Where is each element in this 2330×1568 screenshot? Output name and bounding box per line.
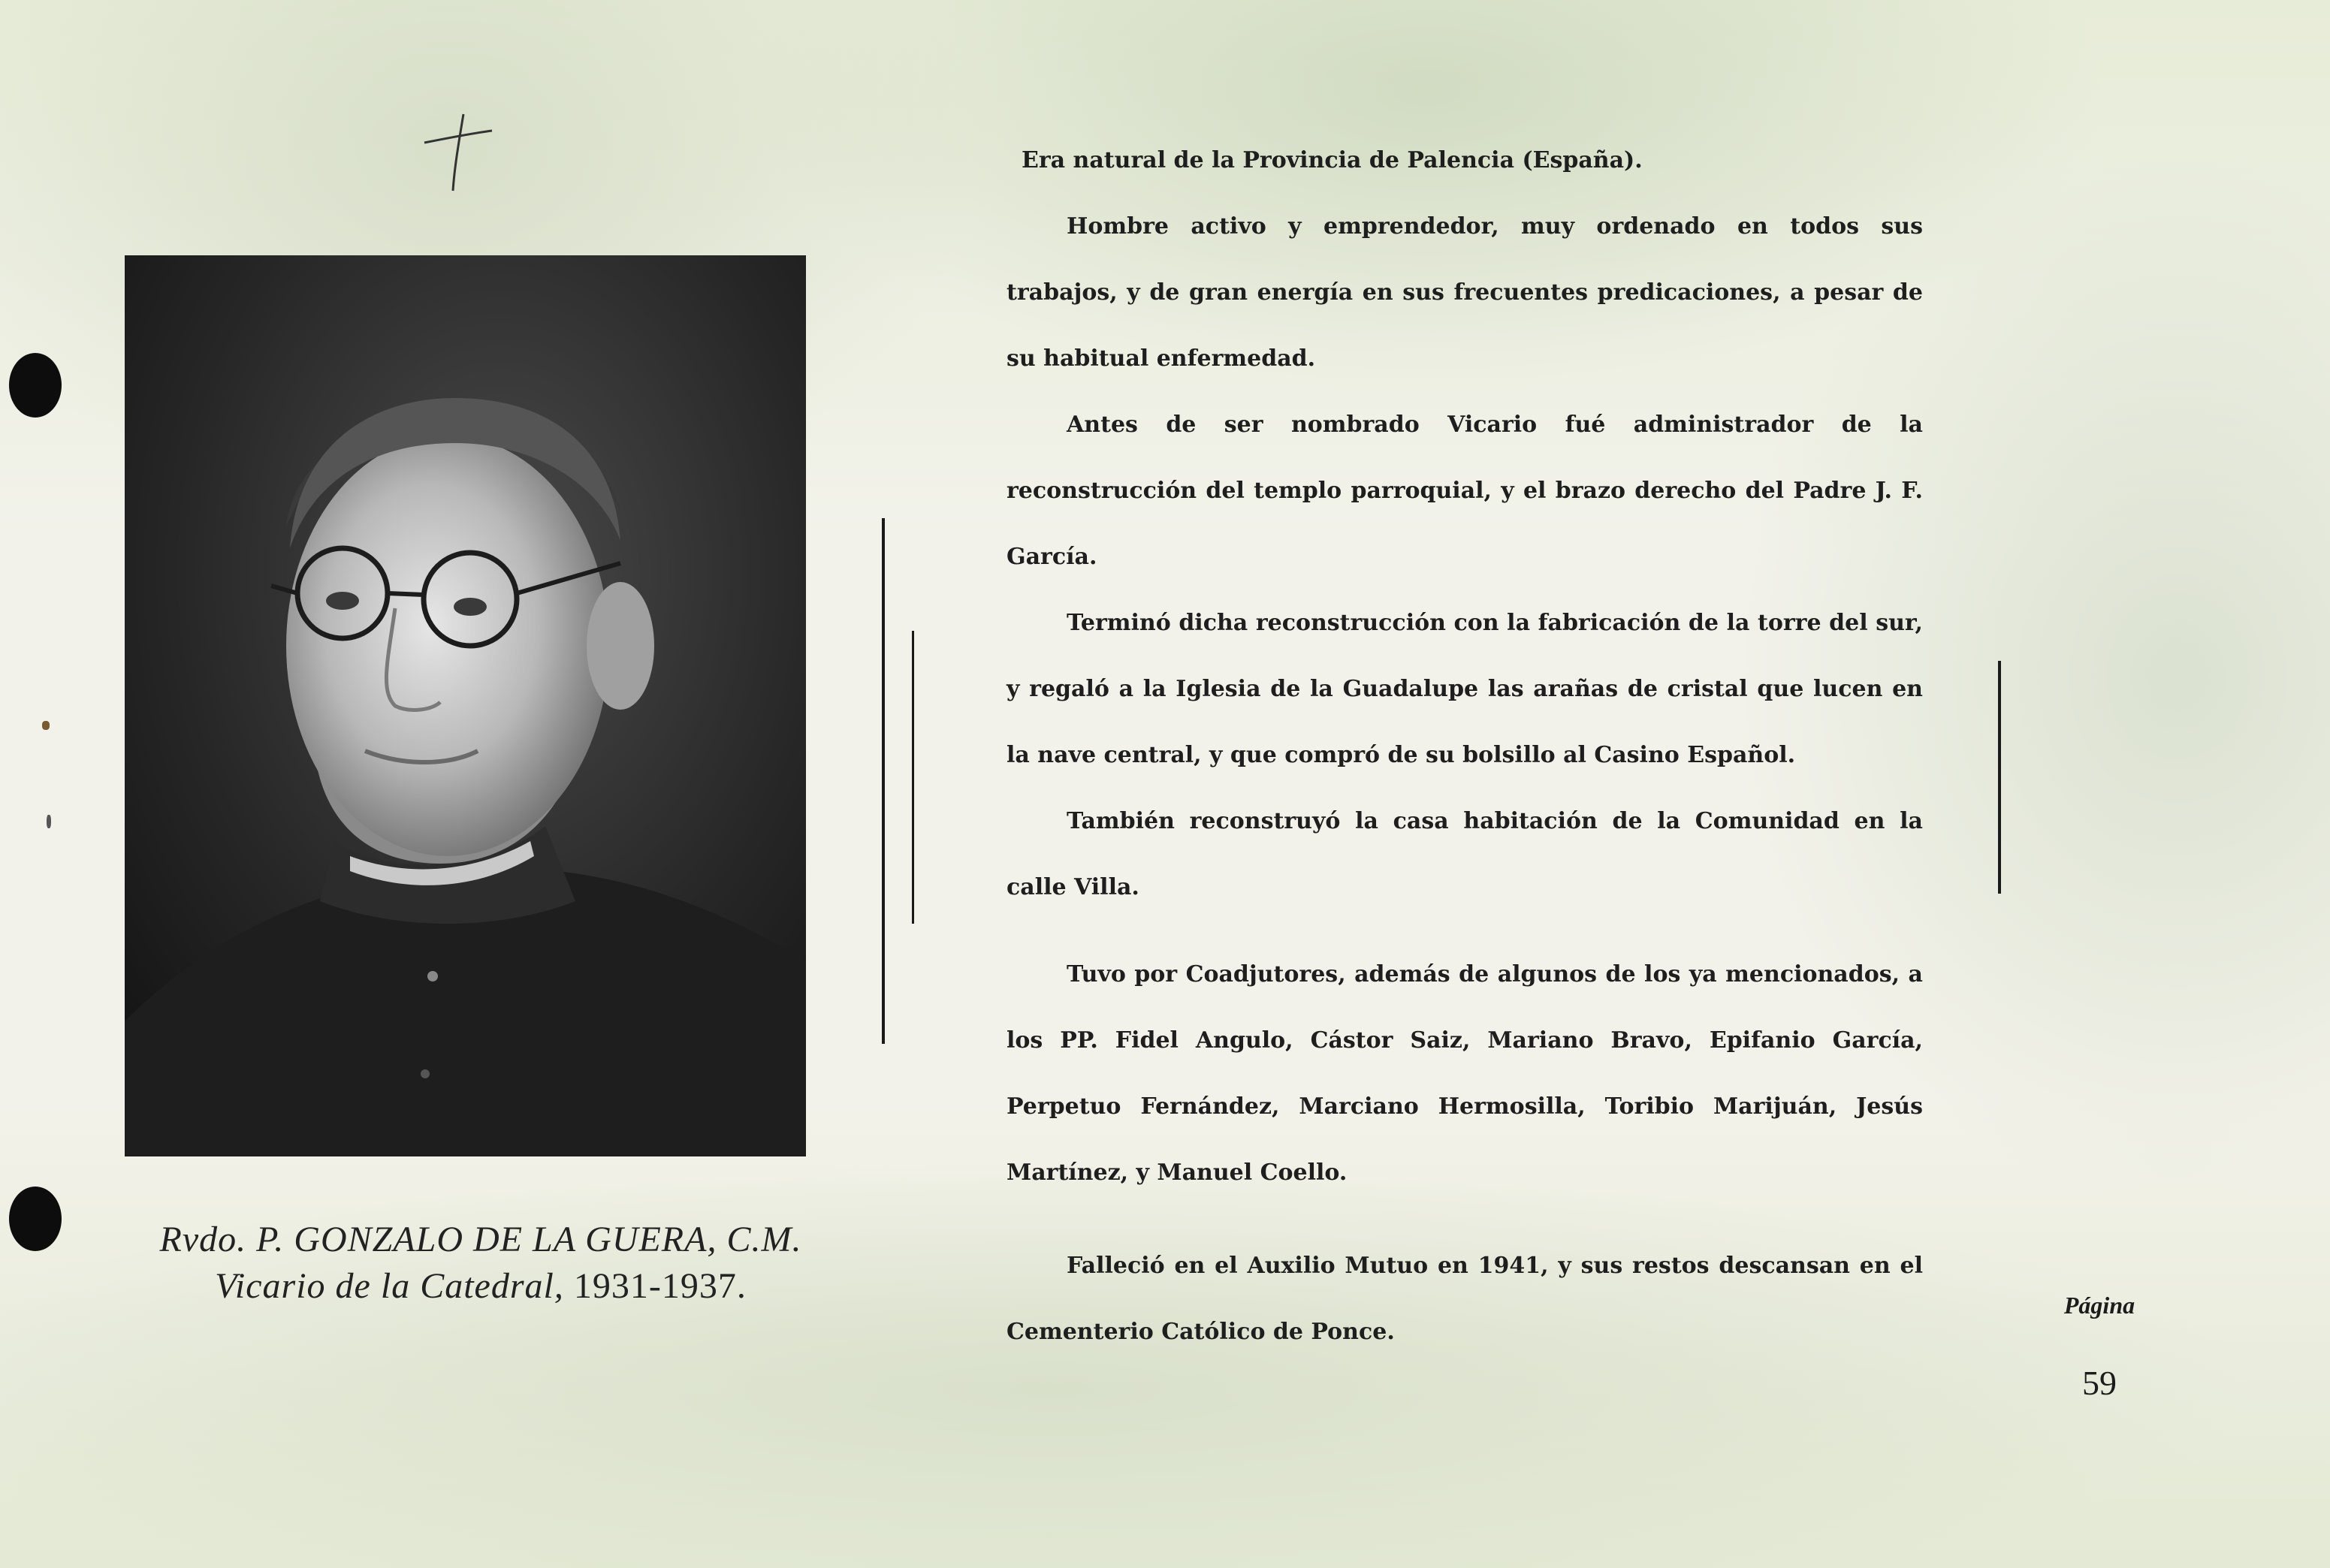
cross-icon: [409, 111, 500, 194]
paper-speck: [42, 721, 50, 730]
caption-name: Rvdo. P. GONZALO DE LA GUERA, C.M.: [159, 1220, 802, 1259]
caption-title-text: Vicario de la Catedral,: [215, 1266, 564, 1306]
paper-speck: [47, 815, 51, 828]
body-text: [1007, 128, 1923, 1365]
page-number: 59: [2082, 1364, 2117, 1402]
caption-years: 1931-1937.: [573, 1266, 747, 1306]
portrait-photo: [125, 255, 806, 1156]
margin-rule: [882, 518, 885, 1044]
paragraph: Antes de ser nombrado Vicario fué administrador de la reconstrucción del templo parroquial, y el brazo derecho del Padre J. F. García.: [1007, 412, 1923, 570]
photo-caption: [90, 1217, 871, 1310]
binder-hole-bottom: [9, 1187, 62, 1251]
paragraph: Falleció en el Auxilio Mutuo en 1941, y sus restos descansan en el Cementerio Católico de Ponce.: [1007, 1253, 1923, 1345]
paragraph: También reconstruyó la casa habitación de la Comunidad en la calle Villa.: [1007, 808, 1923, 900]
paragraph: Hombre activo y emprendedor, muy ordenado en todos sus trabajos, y de gran energía en sus frecuentes predicaciones, a pesar de su habitual enfermedad.: [1007, 213, 1923, 372]
binder-hole-top: [9, 353, 62, 418]
paragraph: Terminó dicha reconstrucción con la fabricación de la torre del sur, y regaló a la Iglesia de la Guadalupe las arañas de cristal que lucen en la nave central, y que compró de su bolsillo al Casino Español.: [1007, 610, 1923, 768]
paragraph: Era natural de la Provincia de Palencia (España).: [1022, 147, 1643, 173]
margin-rule: [1998, 661, 2001, 894]
paragraph: Tuvo por Coadjutores, además de algunos de los ya mencionados, a los PP. Fidel Angulo, Cástor Saiz, Mariano Bravo, Epifanio García, Perpetuo Fernández, Marciano Hermosilla, Toribio Marijuán, Jesús Martínez, y Manuel Coello.: [1007, 961, 1923, 1186]
caption-title: [90, 1263, 871, 1310]
portrait-image: [125, 255, 806, 1156]
page-label: Página: [2063, 1292, 2135, 1319]
margin-rule: [912, 631, 914, 924]
